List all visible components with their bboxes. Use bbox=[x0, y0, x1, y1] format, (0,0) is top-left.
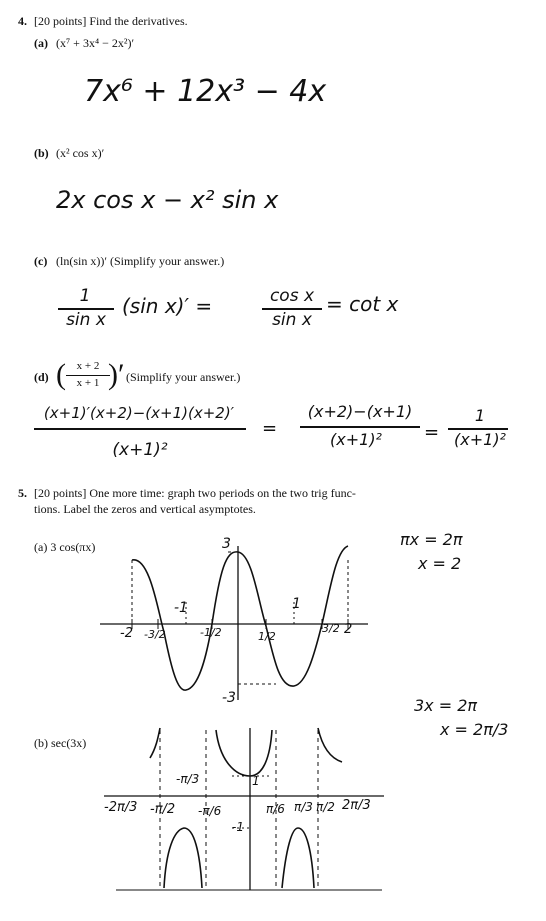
graph-a-label-min: -3 bbox=[222, 690, 236, 706]
graph-b-label-pi6: π/6 bbox=[266, 802, 285, 816]
graph-b-branch-5 bbox=[318, 728, 342, 762]
part-d-paren-left: ( bbox=[56, 358, 66, 391]
part-a-answer: 7x⁶ + 12x³ − 4x bbox=[84, 74, 327, 109]
problem-5-header-line1: [20 points] One more time: graph two periods on the two trig func- bbox=[34, 486, 356, 500]
graph-a-label-neg3h: -3/2 bbox=[144, 628, 166, 641]
problem-4-number: 4. bbox=[18, 14, 27, 28]
part-d-suffix: (Simplify your answer.) bbox=[126, 370, 241, 384]
part-b-expression: (x² cos x)′ bbox=[56, 146, 105, 160]
part-5b-note-1: 3x = 2π bbox=[414, 696, 478, 715]
problem-5-number: 5. bbox=[18, 486, 27, 500]
part-b-answer: 2x cos x − x² sin x bbox=[56, 186, 279, 214]
part-c-middle: (sin x)′ = bbox=[122, 294, 213, 318]
graph-b-branch-1 bbox=[150, 728, 160, 758]
part-d-eq1: = bbox=[262, 418, 278, 439]
part-a-label: (a) bbox=[34, 36, 48, 50]
graph-a-label-neg2: -2 bbox=[120, 626, 133, 641]
part-d-expr-num: x + 2 bbox=[76, 360, 100, 372]
part-d-label: (d) bbox=[34, 370, 49, 384]
part-d-step2-num: (x+2)−(x+1) bbox=[307, 402, 413, 421]
graph-a-label-pos1h: 1/2 bbox=[258, 630, 276, 643]
graph-a-label-pos3h: 3/2 bbox=[322, 622, 340, 635]
part-5a-note-1: πx = 2π bbox=[400, 530, 463, 549]
part-c-fraction-1-num: 1 bbox=[79, 286, 91, 306]
part-5a-note-2: x = 2 bbox=[418, 554, 462, 573]
graph-b-label-neg2pi3: -2π/3 bbox=[104, 800, 138, 815]
problem-4-header: [20 points] Find the derivatives. bbox=[34, 14, 188, 28]
part-d-step3-num: 1 bbox=[474, 406, 486, 425]
graph-b-label-pi3: π/3 bbox=[294, 800, 313, 814]
part-c-expression: (ln(sin x))′ (Simplify your answer.) bbox=[56, 254, 225, 268]
part-5b-note-2: x = 2π/3 bbox=[440, 720, 509, 739]
part-5a-label: (a) 3 cos(πx) bbox=[34, 540, 96, 554]
part-d-step3-den: (x+1)² bbox=[454, 430, 506, 449]
graph-a-label-pos2: 2 bbox=[344, 622, 353, 637]
part-c-fraction-2-num: cos x bbox=[269, 286, 315, 306]
part-d-eq2: = bbox=[424, 422, 440, 443]
graph-b-branch-3 bbox=[216, 730, 272, 776]
graph-b-branch-2 bbox=[164, 828, 202, 888]
part-d-step1-den: (x+1)² bbox=[112, 440, 168, 460]
part-d-expr-den: x + 1 bbox=[76, 377, 100, 389]
graph-a-label-pos1: 1 bbox=[292, 596, 301, 612]
graph-b-label-neg1: -1 bbox=[232, 820, 244, 834]
graph-b-label-negpi3: -π/3 bbox=[176, 772, 200, 786]
part-c-fraction-1-den: sin x bbox=[66, 310, 106, 330]
graph-b-label-negpi6: -π/6 bbox=[198, 804, 222, 818]
part-c-result: = cot x bbox=[326, 292, 399, 316]
graph-a-label-neg1: -1 bbox=[174, 600, 188, 616]
part-d-step1-num: (x+1)′(x+2)−(x+1)(x+2)′ bbox=[43, 404, 235, 422]
graph-b-label-2pi3: 2π/3 bbox=[342, 798, 371, 813]
part-c-label: (c) bbox=[34, 254, 48, 268]
part-5b-label: (b) sec(3x) bbox=[34, 736, 87, 750]
graph-b-branch-4 bbox=[282, 828, 314, 888]
problem-5-header-line2: tions. Label the zeros and vertical asymptotes. bbox=[34, 502, 256, 516]
graph-b-label-one: 1 bbox=[252, 774, 260, 788]
part-a-expression: (x⁷ + 3x⁴ − 2x²)′ bbox=[56, 36, 135, 50]
graph-a-label-max: 3 bbox=[222, 536, 231, 552]
part-d-paren-right: )′ bbox=[108, 358, 125, 391]
graph-b-label-negpi2: -π/2 bbox=[150, 802, 176, 817]
graph-b-label-pi2: π/2 bbox=[316, 800, 335, 814]
part-d-step2-den: (x+1)² bbox=[330, 430, 382, 449]
graph-a-label-neg1h: -1/2 bbox=[200, 626, 222, 639]
part-b-label: (b) bbox=[34, 146, 49, 160]
part-c-fraction-2-den: sin x bbox=[272, 310, 312, 330]
